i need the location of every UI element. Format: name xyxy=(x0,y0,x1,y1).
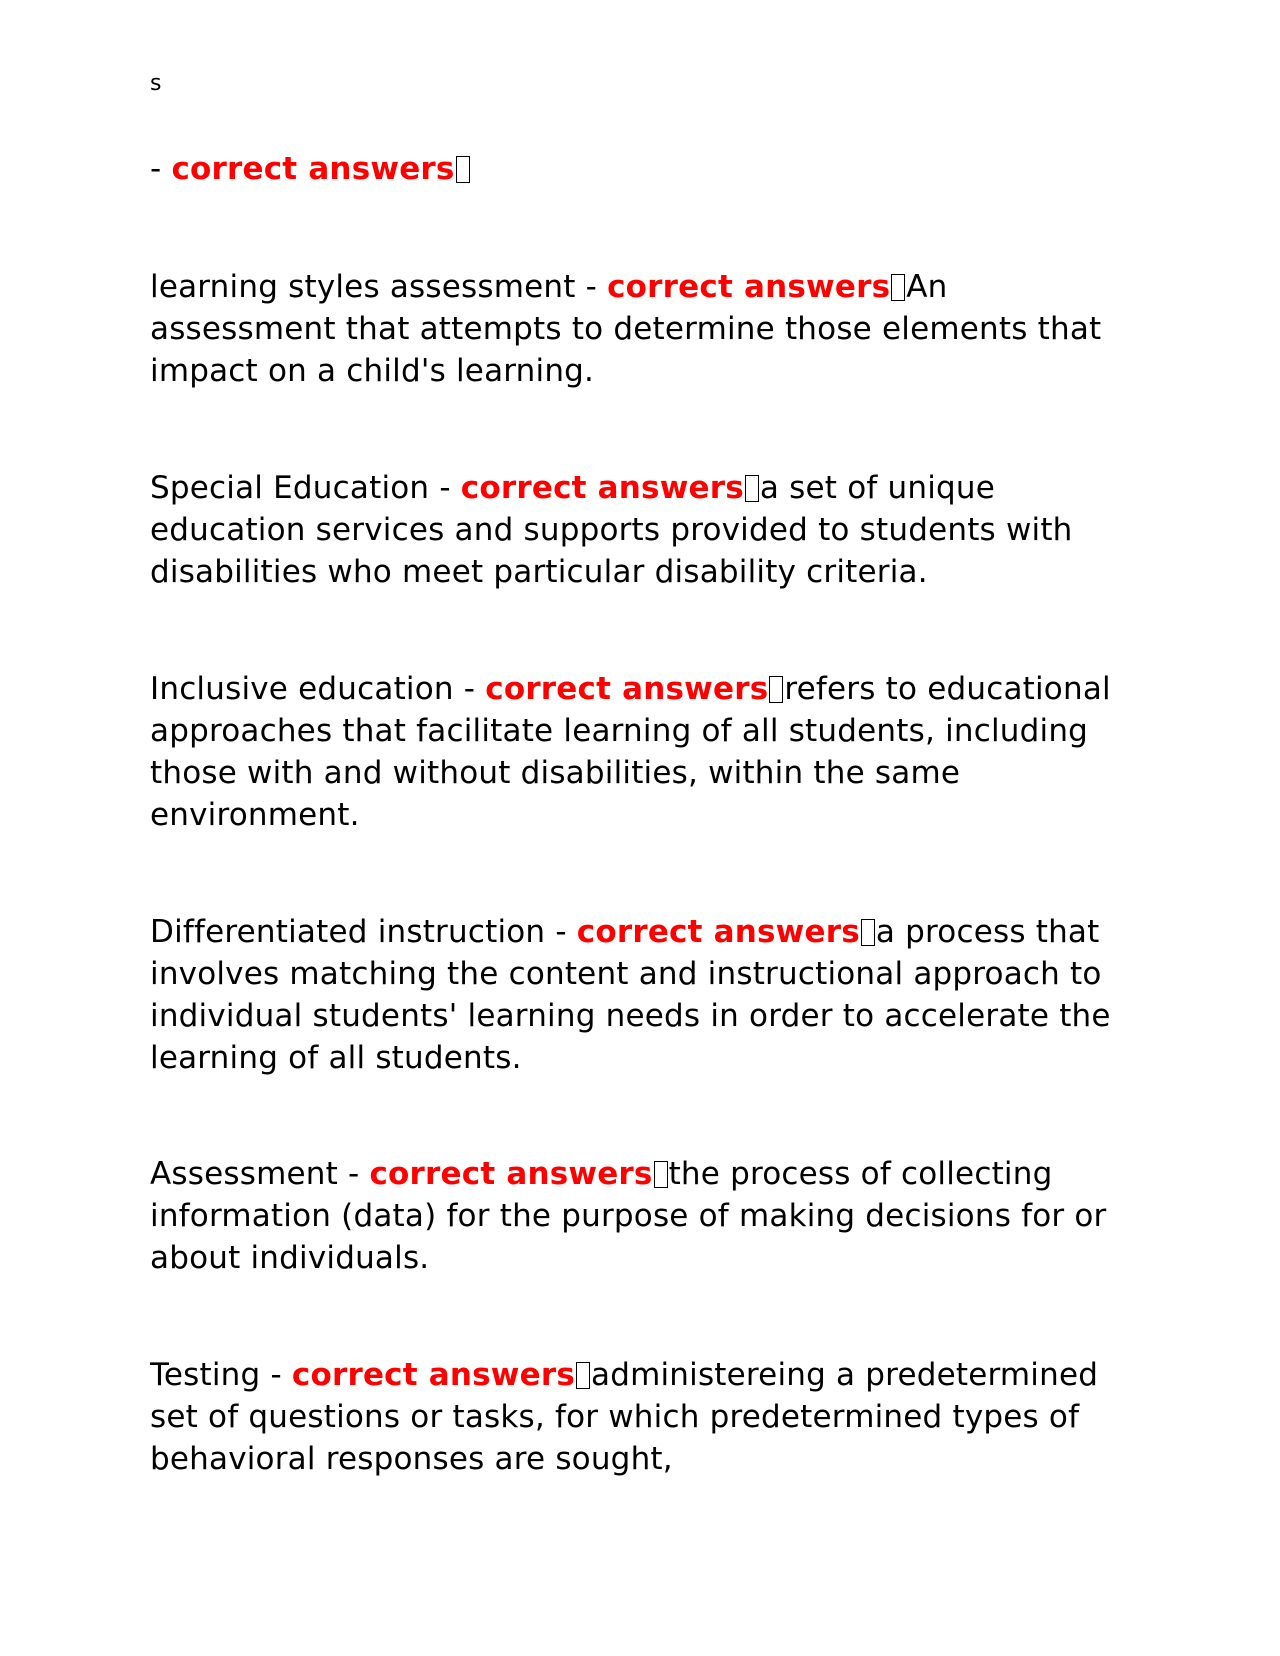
qa-entry: Differentiated instruction - correct answers a process that involves matching the content and instructional approach to individual students' learning needs in order to accelerate the learning of all students. xyxy=(150,914,1111,1076)
answer-label: correct answers xyxy=(291,1357,575,1393)
entry-term: Testing xyxy=(150,1357,261,1393)
qa-entry: - correct answers xyxy=(150,148,1140,190)
answer-label: correct answers xyxy=(485,671,769,707)
missing-glyph-icon xyxy=(456,156,470,183)
qa-entry: Testing - correct answers administereing a predetermined set of questions or tasks, for which predetermined types of behavioral responses are sought, xyxy=(150,1357,1099,1477)
entry-term: Assessment xyxy=(150,1156,338,1192)
qa-entry: Special Education - correct answers a set of unique education services and supports provided to students with disabilities who meet particular disability criteria. xyxy=(150,470,1073,590)
entry-term: Special Education xyxy=(150,470,430,506)
entry-term: Differentiated instruction xyxy=(150,914,546,950)
answer-label: correct answers xyxy=(171,151,455,187)
entry-definition: the process of collecting information (data) for the purpose of making decisions for or about individuals. xyxy=(150,1156,1107,1276)
answer-label: correct answers xyxy=(369,1156,653,1192)
missing-glyph-icon xyxy=(769,676,783,703)
entry-definition: administereing a predetermined set of questions or tasks, for which predetermined types of behavioral responses are sought, xyxy=(150,1357,1099,1477)
answer-label: correct answers xyxy=(576,914,860,950)
qa-entry: learning styles assessment - correct answers An assessment that attempts to determine those elements that impact on a child's learning. xyxy=(150,269,1102,389)
missing-glyph-icon xyxy=(745,475,759,502)
missing-glyph-icon xyxy=(576,1362,590,1389)
missing-glyph-icon xyxy=(891,274,905,301)
missing-glyph-icon xyxy=(654,1161,668,1188)
entry-definition: a set of unique education services and supports provided to students with disabilities who meet particular disability criteria. xyxy=(150,470,1073,590)
entry-definition: refers to educational approaches that facilitate learning of all students, including those with and without disabilities, within the same environment. xyxy=(150,671,1111,833)
missing-glyph-icon xyxy=(861,919,875,946)
header-mark: s xyxy=(150,71,162,96)
entry-definition: An assessment that attempts to determine those elements that impact on a child's learning. xyxy=(150,269,1102,389)
qa-entry: Assessment - correct answers the process of collecting information (data) for the purpose of making decisions for or about individuals. xyxy=(150,1156,1107,1276)
answer-label: correct answers xyxy=(607,269,891,305)
entry-term: Inclusive education xyxy=(150,671,454,707)
answer-label: correct answers xyxy=(460,470,744,506)
qa-entry: Inclusive education - correct answers refers to educational approaches that facilitate learning of all students, including those with and without disabilities, within the same environment. xyxy=(150,671,1111,833)
entry-definition: a process that involves matching the content and instructional approach to individual students' learning needs in order to accelerate the learning of all students. xyxy=(150,914,1111,1076)
entry-term: learning styles assessment xyxy=(150,269,576,305)
